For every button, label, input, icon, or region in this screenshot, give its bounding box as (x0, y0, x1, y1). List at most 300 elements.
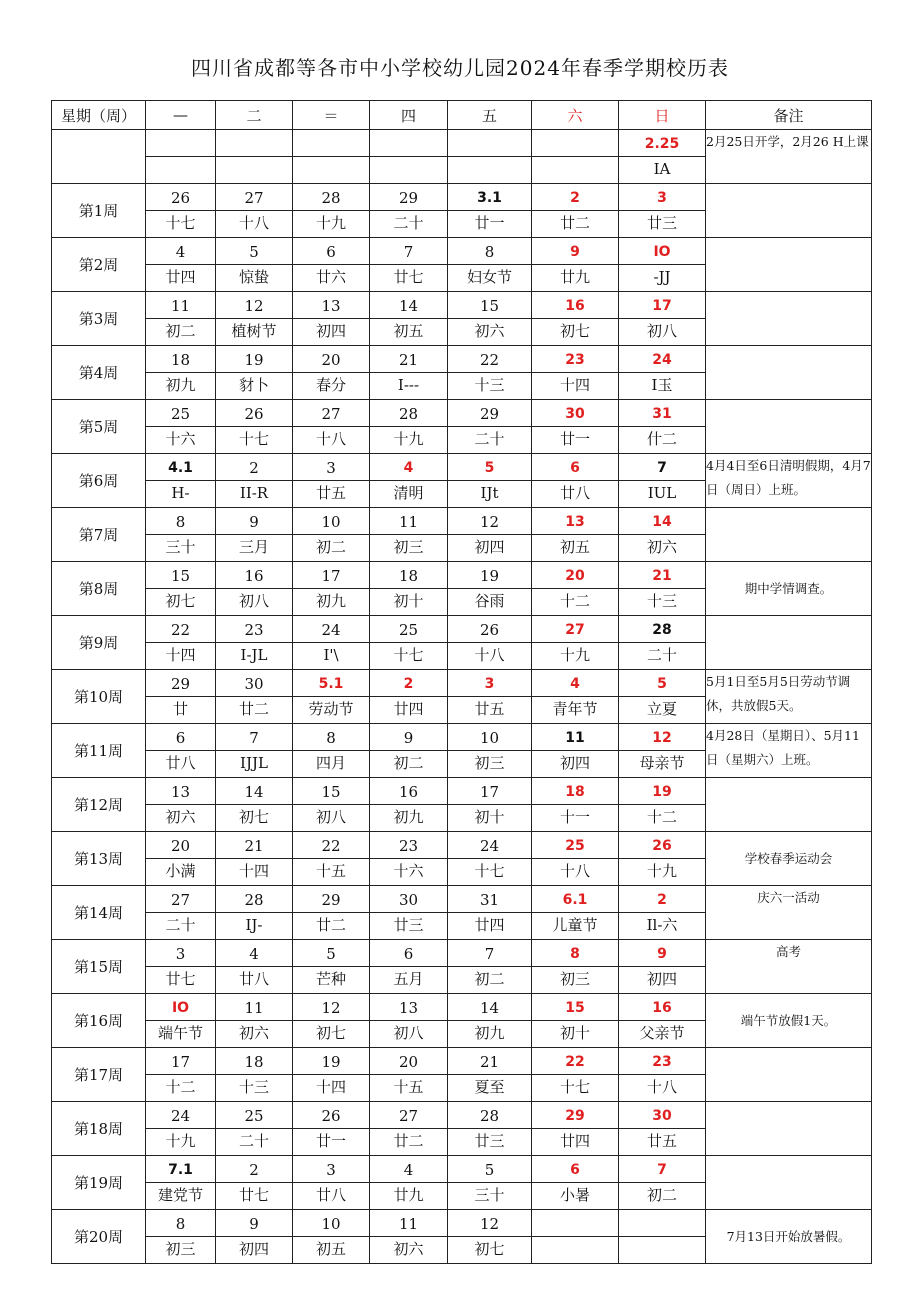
day-lunar: 廿一 (559, 430, 590, 448)
header-day-sun: 日 (619, 101, 706, 130)
day-cell (146, 454, 216, 508)
day-cell (448, 940, 532, 994)
week-row (52, 940, 872, 994)
day-lunar: 廿一 (315, 1132, 346, 1150)
note-cell (706, 616, 872, 670)
day-lunar: 十一 (559, 808, 590, 826)
day-cell (146, 562, 216, 616)
day-date: 14 (216, 778, 292, 805)
day-cell (532, 346, 619, 400)
day-lunar: 十八 (474, 646, 505, 664)
day-cell (619, 292, 706, 346)
day-lunar: 初九 (393, 808, 424, 826)
day-date: 5 (448, 454, 531, 481)
day-lunar: 廿八 (559, 484, 590, 502)
day-cell (370, 184, 448, 238)
day-cell (532, 238, 619, 292)
day-lunar: 惊蛰 (238, 268, 269, 286)
header-day-wed: ＝ (293, 101, 370, 130)
day-lunar: 廿四 (393, 700, 424, 718)
day-lunar: 小满 (165, 862, 196, 880)
day-cell (370, 670, 448, 724)
note-cell (706, 400, 872, 454)
day-cell (370, 238, 448, 292)
day-lunar: 廿五 (646, 1132, 677, 1150)
day-cell (216, 1210, 293, 1264)
day-cell (216, 832, 293, 886)
day-cell (146, 886, 216, 940)
week-label: 第4周 (52, 346, 146, 400)
note-cell: 学校春季运动会 (706, 832, 872, 886)
day-lunar: 廿六 (315, 268, 346, 286)
day-cell (146, 832, 216, 886)
day-lunar: 十四 (165, 646, 196, 664)
day-cell (216, 508, 293, 562)
day-date: 27 (293, 400, 369, 427)
day-cell (448, 1210, 532, 1264)
day-cell (146, 400, 216, 454)
day-lunar: 十四 (559, 376, 590, 394)
day-date: 23 (370, 832, 447, 859)
day-date: 26 (448, 616, 531, 643)
day-cell (216, 886, 293, 940)
header-day-fri: 五 (448, 101, 532, 130)
day-cell (619, 346, 706, 400)
day-date: 27 (146, 886, 215, 913)
day-date: 29 (532, 1102, 618, 1129)
day-cell (619, 994, 706, 1048)
day-date: 25 (216, 1102, 292, 1129)
week-row (52, 670, 872, 724)
day-cell (619, 778, 706, 832)
week-label: 第12周 (52, 778, 146, 832)
day-cell (146, 940, 216, 994)
day-date: 5 (216, 238, 292, 265)
day-lunar: 豺卜 (238, 376, 269, 394)
day-lunar: 谷雨 (474, 592, 505, 610)
day-date: 3 (448, 670, 531, 697)
week-label: 第15周 (52, 940, 146, 994)
day-lunar: 初六 (646, 538, 677, 556)
day-cell (532, 292, 619, 346)
day-lunar: 廿 (172, 700, 188, 718)
day-cell (619, 1048, 706, 1102)
day-date: 17 (293, 562, 369, 589)
day-cell (146, 1048, 216, 1102)
day-date (448, 130, 531, 157)
day-lunar: 十三 (238, 1078, 269, 1096)
day-lunar: 廿二 (238, 700, 269, 718)
day-cell (619, 724, 706, 778)
note-cell (706, 1156, 872, 1210)
day-date: 8 (146, 1210, 215, 1237)
week-label: 第13周 (52, 832, 146, 886)
week-label: 第18周 (52, 1102, 146, 1156)
day-date (216, 130, 292, 157)
day-date: 28 (448, 1102, 531, 1129)
day-date: 2 (216, 454, 292, 481)
day-cell (216, 724, 293, 778)
day-date: 23 (619, 1048, 705, 1075)
day-lunar: 十六 (393, 862, 424, 880)
day-lunar: 廿三 (646, 214, 677, 232)
day-lunar: 初四 (238, 1240, 269, 1258)
day-date: 10 (293, 508, 369, 535)
day-cell (619, 400, 706, 454)
day-lunar: 初七 (165, 592, 196, 610)
day-cell (532, 454, 619, 508)
day-lunar: 春分 (315, 376, 346, 394)
day-lunar: 芒种 (315, 970, 346, 988)
day-lunar: 十二 (165, 1078, 196, 1096)
day-cell (532, 940, 619, 994)
header-day-thu: 四 (370, 101, 448, 130)
day-cell (146, 1210, 216, 1264)
day-lunar: 初四 (559, 754, 590, 772)
note-cell: 2月25日开学，2月26 H上课 (706, 130, 872, 184)
week-row (52, 616, 872, 670)
day-date: 27 (370, 1102, 447, 1129)
note-cell: 期中学情调查。 (706, 562, 872, 616)
day-date: 6.1 (532, 886, 618, 913)
day-date: 9 (216, 1210, 292, 1237)
day-cell (448, 832, 532, 886)
note-cell (706, 1048, 872, 1102)
day-cell (370, 454, 448, 508)
day-cell (619, 1156, 706, 1210)
day-lunar: 廿五 (474, 700, 505, 718)
day-lunar (532, 157, 618, 183)
day-lunar: 廿三 (474, 1132, 505, 1150)
day-lunar: 十二 (646, 808, 677, 826)
day-date: 4 (146, 238, 215, 265)
day-lunar: 十八 (238, 214, 269, 232)
day-cell (293, 508, 370, 562)
day-date: 24 (448, 832, 531, 859)
day-lunar: 二十 (646, 646, 677, 664)
day-cell (532, 562, 619, 616)
day-date: 16 (619, 994, 705, 1021)
day-cell (293, 1156, 370, 1210)
note-cell (706, 184, 872, 238)
day-cell (216, 670, 293, 724)
day-lunar: 十七 (559, 1078, 590, 1096)
day-date: 9 (216, 508, 292, 535)
day-date: 11 (370, 508, 447, 535)
day-cell (532, 508, 619, 562)
week-row (52, 184, 872, 238)
day-lunar: 初三 (165, 1240, 196, 1258)
day-date: 12 (216, 292, 292, 319)
day-cell (619, 1210, 706, 1264)
day-date: 7.1 (146, 1156, 215, 1183)
day-cell (146, 1156, 216, 1210)
day-lunar (216, 157, 292, 183)
day-date: 25 (370, 616, 447, 643)
day-lunar: I玉 (651, 376, 673, 394)
day-lunar: 初六 (238, 1024, 269, 1042)
day-cell (293, 940, 370, 994)
day-cell (370, 1156, 448, 1210)
day-cell (532, 616, 619, 670)
week-row (52, 1210, 872, 1264)
day-date: 14 (448, 994, 531, 1021)
day-cell (216, 454, 293, 508)
day-date: 14 (370, 292, 447, 319)
day-lunar: 初二 (315, 538, 346, 556)
day-date: 7 (370, 238, 447, 265)
day-date: 15 (532, 994, 618, 1021)
day-cell (216, 994, 293, 1048)
week-row (52, 400, 872, 454)
day-date (532, 130, 618, 157)
day-lunar: 十九 (646, 862, 677, 880)
day-cell (448, 346, 532, 400)
day-date: 18 (216, 1048, 292, 1075)
day-lunar: H- (171, 484, 190, 502)
day-lunar: 小暑 (559, 1186, 590, 1204)
day-lunar: 十二 (559, 592, 590, 610)
day-cell (448, 886, 532, 940)
day-cell (293, 670, 370, 724)
day-date: 11 (216, 994, 292, 1021)
day-lunar: Il-六 (646, 916, 678, 934)
week-label: 第17周 (52, 1048, 146, 1102)
day-date: 15 (146, 562, 215, 589)
day-date: 15 (293, 778, 369, 805)
day-lunar: 初三 (559, 970, 590, 988)
day-cell (293, 1048, 370, 1102)
day-lunar: 初四 (315, 322, 346, 340)
day-lunar: I'\ (323, 646, 339, 664)
day-cell (216, 1048, 293, 1102)
day-cell (532, 832, 619, 886)
day-cell (146, 346, 216, 400)
day-date: 13 (532, 508, 618, 535)
day-date: 30 (216, 670, 292, 697)
day-date: 22 (532, 1048, 618, 1075)
day-date: 31 (619, 400, 705, 427)
day-date: 21 (448, 1048, 531, 1075)
note-cell: 高考 (706, 940, 872, 994)
day-lunar: IJt (480, 484, 499, 502)
day-lunar: 十九 (315, 214, 346, 232)
day-cell (448, 130, 532, 184)
day-lunar: 初九 (474, 1024, 505, 1042)
day-date: 9 (532, 238, 618, 265)
day-lunar: 初五 (559, 538, 590, 556)
day-lunar: 初七 (238, 808, 269, 826)
day-cell (146, 238, 216, 292)
day-lunar: 二十 (474, 430, 505, 448)
day-lunar: 十七 (238, 430, 269, 448)
day-cell (448, 562, 532, 616)
day-date: 16 (216, 562, 292, 589)
week-label: 第6周 (52, 454, 146, 508)
day-cell (293, 886, 370, 940)
day-date: 6 (532, 454, 618, 481)
day-lunar: 二十 (393, 214, 424, 232)
day-date (370, 130, 447, 157)
day-date: 31 (448, 886, 531, 913)
day-lunar: 廿八 (315, 1186, 346, 1204)
header-day-sat: 六 (532, 101, 619, 130)
day-date: 7 (619, 454, 705, 481)
day-lunar: 廿七 (238, 1186, 269, 1204)
day-lunar: 端午节 (157, 1024, 203, 1042)
note-cell: 5月1日至5月5日劳动节调休，共放假5天。 (706, 670, 872, 724)
day-cell (146, 724, 216, 778)
week-row (52, 292, 872, 346)
day-date: 13 (370, 994, 447, 1021)
day-cell (293, 184, 370, 238)
day-lunar: 廿九 (393, 1186, 424, 1204)
day-date: 6 (370, 940, 447, 967)
day-date: 18 (146, 346, 215, 373)
week-label: 第20周 (52, 1210, 146, 1264)
day-lunar: 建党节 (157, 1186, 203, 1204)
day-cell (146, 1102, 216, 1156)
week-row (52, 508, 872, 562)
day-cell (370, 400, 448, 454)
day-cell (448, 1102, 532, 1156)
note-cell: 端午节放假1天。 (706, 994, 872, 1048)
day-lunar: 青年节 (552, 700, 598, 718)
day-lunar: 初六 (165, 808, 196, 826)
day-lunar: 初七 (559, 322, 590, 340)
week-label: 第14周 (52, 886, 146, 940)
calendar-table (51, 100, 872, 1264)
day-lunar: 廿八 (165, 754, 196, 772)
day-cell (146, 184, 216, 238)
day-lunar: 十六 (165, 430, 196, 448)
week-row (52, 454, 872, 508)
day-lunar: 三十 (165, 538, 196, 556)
day-date: 17 (448, 778, 531, 805)
day-date: 21 (216, 832, 292, 859)
day-cell (370, 886, 448, 940)
day-date: 29 (146, 670, 215, 697)
day-cell (293, 724, 370, 778)
day-cell (619, 562, 706, 616)
day-lunar: 植树节 (231, 322, 277, 340)
day-date: 11 (370, 1210, 447, 1237)
day-lunar: 初十 (559, 1024, 590, 1042)
week-label: 第10周 (52, 670, 146, 724)
day-cell (293, 292, 370, 346)
week-label: 第9周 (52, 616, 146, 670)
day-cell (370, 724, 448, 778)
day-cell (448, 1048, 532, 1102)
day-cell (216, 238, 293, 292)
day-cell (448, 724, 532, 778)
day-cell (532, 778, 619, 832)
day-lunar: 初八 (315, 808, 346, 826)
day-cell (293, 562, 370, 616)
day-lunar: 父亲节 (639, 1024, 685, 1042)
day-date: 4 (370, 1156, 447, 1183)
day-date: 30 (370, 886, 447, 913)
day-lunar (532, 1237, 618, 1263)
day-cell (146, 292, 216, 346)
day-date: 25 (532, 832, 618, 859)
week-row (52, 562, 872, 616)
day-cell (532, 886, 619, 940)
day-date: 22 (293, 832, 369, 859)
day-cell (532, 400, 619, 454)
day-date: IO (146, 994, 215, 1021)
day-cell (146, 130, 216, 184)
day-cell (619, 940, 706, 994)
day-date: 11 (146, 292, 215, 319)
day-cell (370, 562, 448, 616)
week-label: 第3周 (52, 292, 146, 346)
day-cell (216, 400, 293, 454)
day-cell (370, 130, 448, 184)
day-cell (619, 832, 706, 886)
day-lunar: 劳动节 (308, 700, 354, 718)
day-cell (619, 1102, 706, 1156)
day-lunar: I--- (397, 376, 420, 394)
day-lunar (619, 1237, 705, 1263)
day-lunar: 廿七 (393, 268, 424, 286)
week-row (52, 130, 872, 184)
day-lunar: 初六 (393, 1240, 424, 1258)
day-cell (448, 400, 532, 454)
day-cell (146, 670, 216, 724)
day-cell (146, 994, 216, 1048)
week-label (52, 130, 146, 184)
day-lunar (448, 157, 531, 183)
day-date: 19 (293, 1048, 369, 1075)
day-date: 5 (448, 1156, 531, 1183)
week-row (52, 1102, 872, 1156)
day-lunar: 三十 (474, 1186, 505, 1204)
day-lunar: II-R (239, 484, 269, 502)
day-lunar: 初八 (393, 1024, 424, 1042)
day-cell (619, 184, 706, 238)
day-lunar: 初八 (646, 322, 677, 340)
header-row (52, 101, 872, 130)
day-date: 28 (216, 886, 292, 913)
day-lunar: 初二 (474, 970, 505, 988)
day-cell (619, 670, 706, 724)
day-lunar: 初十 (393, 592, 424, 610)
day-cell (619, 886, 706, 940)
note-cell (706, 508, 872, 562)
week-row (52, 346, 872, 400)
week-label: 第5周 (52, 400, 146, 454)
day-date: 9 (619, 940, 705, 967)
day-lunar: 廿五 (315, 484, 346, 502)
note-cell (706, 1102, 872, 1156)
day-lunar: 三月 (238, 538, 269, 556)
note-cell: 庆六一活动 (706, 886, 872, 940)
day-lunar: 二十 (238, 1132, 269, 1150)
day-date: 2 (619, 886, 705, 913)
header-note: 备注 (706, 101, 872, 130)
day-date: 10 (448, 724, 531, 751)
day-cell (532, 130, 619, 184)
day-lunar: 廿四 (165, 268, 196, 286)
day-date: 3 (619, 184, 705, 211)
week-label: 第16周 (52, 994, 146, 1048)
week-row (52, 832, 872, 886)
day-lunar: IJJL (240, 754, 268, 772)
day-cell (293, 346, 370, 400)
day-date: 28 (619, 616, 705, 643)
day-date: 17 (619, 292, 705, 319)
